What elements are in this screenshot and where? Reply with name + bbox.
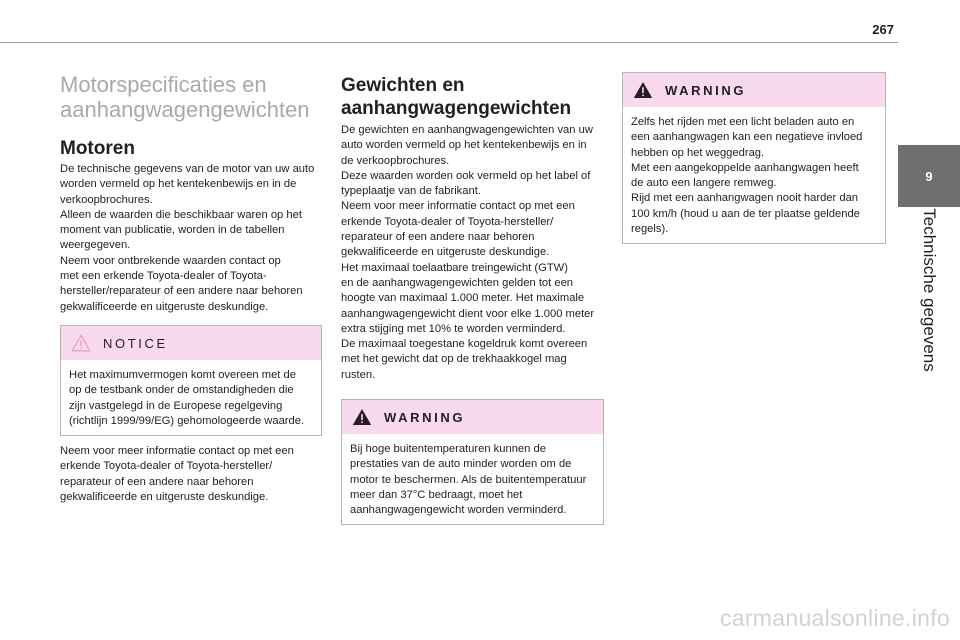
text-line: (richtlijn 1999/99/EG) gehomologeerde waarde. (69, 414, 305, 427)
text-line: aanhangwagengewicht dient voor elke 1.000 meter (341, 307, 595, 320)
notice-box (60, 325, 322, 436)
text-line: motor te beschermen. Als de buitentemperatuur (350, 473, 587, 486)
warning-header (342, 400, 603, 434)
text-line: gekwalificeerde en uitgeruste deskundige. (60, 490, 269, 503)
page-number: 267 (872, 22, 894, 37)
text-line: 100 km/h (houd u aan de ter plaatse geldende (631, 207, 860, 220)
notice-body (61, 360, 321, 435)
text-line: hoogte van maximaal 1.000 meter. Het maximale (341, 292, 585, 305)
contact-paragraph (60, 444, 322, 505)
text-line: De maximaal toegestane kogeldruk komt overeen (341, 338, 588, 351)
text-line: gekwalificeerde en uitgeruste deskundige. (341, 246, 550, 259)
text-line: Alleen de waarden die beschikbaar waren op het (60, 208, 302, 221)
warning-body (342, 434, 603, 524)
text-line: erkende Toyota-dealer of Toyota-hersteller/ (60, 460, 273, 473)
text-line: aanhangwagengewicht worden verminderd. (350, 504, 567, 517)
chapter-title-vertical (898, 207, 960, 372)
text-line: worden vermeld op het kentekenbewijs en in de (60, 178, 297, 191)
text-line: extra stijging met 10% te worden verminderd. (341, 322, 566, 335)
text-line: auto worden vermeld op het kentekenbewijs en in (341, 139, 587, 152)
notice-header (61, 326, 321, 360)
text-line: typeplaatje van de fabrikant. (341, 185, 481, 198)
chapter-tab[interactable] (898, 145, 960, 207)
warning-icon (352, 408, 372, 426)
warning-label: WARNING (665, 82, 747, 98)
text-line: met een erkende Toyota-dealer of Toyota- (60, 270, 267, 283)
watermark: carmanualsonline.info (719, 605, 950, 631)
header-divider (0, 42, 898, 43)
text-line: Bij hoge buitentemperaturen kunnen de (350, 443, 546, 455)
text-line: meer dan 37°C bedraagt, moet het (350, 488, 523, 501)
text-line: de auto een langere remweg. (631, 177, 777, 190)
text-line: rusten. (341, 368, 376, 381)
text-line: De technische gegevens van de motor van uw auto (60, 163, 315, 175)
text-line: prestaties van de auto minder worden om de (350, 458, 572, 471)
motoren-paragraph (60, 162, 322, 315)
text-line: weergegeven. (60, 239, 131, 252)
text-line: regels). (631, 223, 669, 236)
section-title-line-1: Motorspecificaties en (60, 72, 267, 97)
gewichten-paragraph (341, 123, 604, 383)
warning-outline-icon (71, 334, 91, 352)
text-line: Het maximumvermogen komt overeen met de (69, 369, 296, 381)
text-line: hebben op het weggedrag. (631, 146, 765, 159)
warning-box-driving (622, 72, 886, 244)
text-line: Zelfs het rijden met een licht beladen auto en (631, 116, 855, 128)
section-title-line-2: aanhangwagengewichten (60, 97, 310, 122)
heading-gewichten (341, 74, 604, 120)
text-line: Neem voor ontbrekende waarden contact op (60, 254, 281, 267)
text-line: reparateur of een andere naar behoren (60, 475, 254, 488)
text-line: moment van publicatie, worden in de tabellen (60, 224, 285, 237)
warning-box-temperature (341, 399, 604, 525)
warning-body (623, 107, 885, 243)
text-line: Rijd met een aanhangwagen nooit harder dan (631, 192, 859, 205)
text-line: reparateur of een andere naar behoren (341, 231, 535, 244)
chapter-number: 9 (925, 168, 933, 184)
text-line: zijn vastgelegd in de Europese regelgeving (69, 399, 283, 412)
text-line: Deze waarden worden ook vermeld op het label of (341, 169, 591, 182)
warning-icon (633, 81, 653, 99)
text-line: Met een aangekoppelde aanhangwagen heeft (631, 161, 859, 174)
section-title (60, 72, 310, 122)
text-line: de verkoopbrochures. (341, 154, 450, 167)
warning-label: WARNING (384, 409, 466, 425)
notice-label: NOTICE (103, 335, 168, 351)
text-line: een aanhangwagen kan een negatieve invloed (631, 131, 863, 144)
text-line: De gewichten en aanhangwagengewichten van uw (341, 124, 593, 136)
text-line: erkende Toyota-dealer of Toyota-hersteller/ (341, 215, 554, 228)
text-line: Het maximaal toelaatbare treingewicht (GTW) (341, 261, 568, 274)
text-line: en de aanhangwagengewichten gelden tot een (341, 276, 574, 289)
heading-motoren: Motoren (60, 138, 135, 159)
heading-line-1: Gewichten en (341, 75, 465, 96)
chapter-title: Technische gegevens (920, 207, 940, 372)
text-line: Neem voor meer informatie contact op met een (341, 200, 575, 213)
text-line: hersteller/reparateur of een andere naar behoren (60, 285, 303, 298)
text-line: verkoopbrochures. (60, 193, 153, 206)
heading-line-2: aanhangwagengewichten (341, 98, 572, 119)
warning-header (623, 73, 885, 107)
text-line: op de testbank onder de omstandigheden die (69, 384, 294, 397)
text-line: met het gewicht dat op de trekhaakkogel mag (341, 353, 567, 366)
text-line: Neem voor meer informatie contact op met een (60, 445, 294, 457)
text-line: gekwalificeerde en uitgeruste deskundige. (60, 300, 269, 313)
